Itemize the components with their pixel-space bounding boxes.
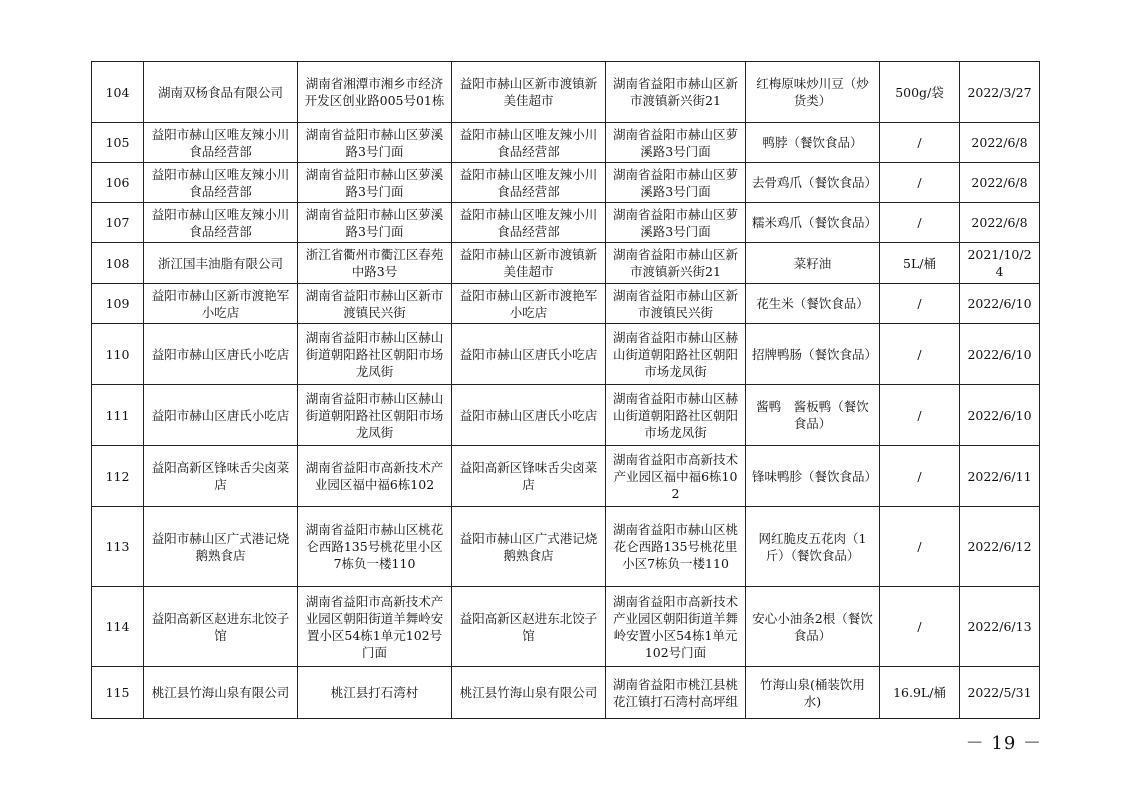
cell-sampled-unit: 桃江县竹海山泉有限公司 xyxy=(452,667,606,719)
cell-producer-name: 益阳市赫山区唯友辣小川食品经营部 xyxy=(144,163,298,203)
cell-producer-name: 益阳市赫山区唯友辣小川食品经营部 xyxy=(144,203,298,243)
cell-product-name: 去骨鸡爪（餐饮食品） xyxy=(746,163,880,203)
cell-sampled-unit: 益阳市赫山区广式港记烧鹅熟食店 xyxy=(452,507,606,587)
cell-producer-name: 益阳市赫山区唐氏小吃店 xyxy=(144,324,298,385)
cell-number: 114 xyxy=(92,587,144,667)
cell-spec: / xyxy=(880,284,960,324)
cell-producer-address: 湖南省益阳市赫山区桃花仑西路135号桃花里小区7栋负一楼110 xyxy=(298,507,452,587)
table-row xyxy=(92,203,1040,243)
cell-producer-name: 浙江国丰油脂有限公司 xyxy=(144,243,298,284)
cell-production-date: 2022/3/27 xyxy=(960,62,1040,123)
cell-producer-name: 湖南双杨食品有限公司 xyxy=(144,62,298,123)
cell-product-name: 酱鸭 酱板鸭（餐饮食品） xyxy=(746,385,880,446)
cell-production-date: 2022/6/8 xyxy=(960,123,1040,163)
table-row xyxy=(92,163,1040,203)
cell-number: 113 xyxy=(92,507,144,587)
cell-sampled-address: 湖南省益阳市赫山区赫山街道朝阳路社区朝阳市场龙凤街 xyxy=(606,324,746,385)
cell-sampled-address: 湖南省益阳市赫山区萝溪路3号门面 xyxy=(606,163,746,203)
cell-sampled-address: 湖南省益阳市赫山区新市渡镇新兴街21 xyxy=(606,62,746,123)
cell-number: 111 xyxy=(92,385,144,446)
cell-producer-address: 湖南省益阳市赫山区赫山街道朝阳路社区朝阳市场龙凤街 xyxy=(298,324,452,385)
cell-spec: / xyxy=(880,123,960,163)
cell-producer-address: 湖南省益阳市赫山区萝溪路3号门面 xyxy=(298,123,452,163)
cell-number: 109 xyxy=(92,284,144,324)
cell-sampled-address: 湖南省益阳市高新技术产业园区朝阳街道羊舞岭安置小区54栋1单元102号门面 xyxy=(606,587,746,667)
cell-product-name: 网红脆皮五花肉（1斤）（餐饮食品） xyxy=(746,507,880,587)
cell-sampled-address: 湖南省益阳市赫山区赫山街道朝阳路社区朝阳市场龙凤街 xyxy=(606,385,746,446)
table-row xyxy=(92,385,1040,446)
table-row xyxy=(92,62,1040,123)
cell-production-date: 2022/6/10 xyxy=(960,385,1040,446)
cell-producer-address: 桃江县打石湾村 xyxy=(298,667,452,719)
cell-sampled-unit: 益阳市赫山区唯友辣小川食品经营部 xyxy=(452,163,606,203)
cell-sampled-address: 湖南省益阳市赫山区新市渡镇民兴街 xyxy=(606,284,746,324)
cell-product-name: 菜籽油 xyxy=(746,243,880,284)
cell-producer-name: 益阳市赫山区广式港记烧鹅熟食店 xyxy=(144,507,298,587)
cell-number: 107 xyxy=(92,203,144,243)
cell-production-date: 2022/6/11 xyxy=(960,446,1040,507)
cell-product-name: 招牌鸭肠（餐饮食品） xyxy=(746,324,880,385)
cell-producer-name: 益阳市赫山区唯友辣小川食品经营部 xyxy=(144,123,298,163)
cell-producer-name: 益阳高新区锋味舌尖卤菜店 xyxy=(144,446,298,507)
cell-spec: / xyxy=(880,507,960,587)
cell-product-name: 鸭脖（餐饮食品） xyxy=(746,123,880,163)
cell-sampled-unit: 益阳市赫山区唯友辣小川食品经营部 xyxy=(452,123,606,163)
cell-product-name: 红梅原味炒川豆（炒货类） xyxy=(746,62,880,123)
cell-product-name: 竹海山泉(桶装饮用水) xyxy=(746,667,880,719)
cell-product-name: 糯米鸡爪（餐饮食品） xyxy=(746,203,880,243)
cell-sampled-unit: 益阳市赫山区新市渡镇新美佳超市 xyxy=(452,243,606,284)
cell-producer-address: 湖南省益阳市高新技术产业园区福中福6栋102 xyxy=(298,446,452,507)
cell-number: 110 xyxy=(92,324,144,385)
cell-spec: / xyxy=(880,203,960,243)
cell-sampled-address: 湖南省益阳市高新技术产业园区福中福6栋102 xyxy=(606,446,746,507)
cell-production-date: 2022/5/31 xyxy=(960,667,1040,719)
cell-sampled-address: 湖南省益阳市桃江县桃花江镇打石湾村高坪组 xyxy=(606,667,746,719)
table-row xyxy=(92,123,1040,163)
cell-spec: 16.9L/桶 xyxy=(880,667,960,719)
table-row xyxy=(92,284,1040,324)
cell-producer-name: 桃江县竹海山泉有限公司 xyxy=(144,667,298,719)
cell-producer-address: 湖南省湘潭市湘乡市经济开发区创业路005号01栋 xyxy=(298,62,452,123)
cell-spec: / xyxy=(880,446,960,507)
table-row xyxy=(92,243,1040,284)
cell-spec: / xyxy=(880,385,960,446)
cell-production-date: 2022/6/10 xyxy=(960,324,1040,385)
cell-number: 108 xyxy=(92,243,144,284)
cell-number: 105 xyxy=(92,123,144,163)
cell-production-date: 2021/10/24 xyxy=(960,243,1040,284)
cell-sampled-unit: 益阳市赫山区唯友辣小川食品经营部 xyxy=(452,203,606,243)
table-row xyxy=(92,446,1040,507)
cell-production-date: 2022/6/13 xyxy=(960,587,1040,667)
cell-producer-address: 浙江省衢州市衢江区春苑中路3号 xyxy=(298,243,452,284)
table-row xyxy=(92,667,1040,719)
cell-sampled-unit: 益阳市赫山区新市渡艳军小吃店 xyxy=(452,284,606,324)
cell-spec: / xyxy=(880,587,960,667)
cell-sampled-address: 湖南省益阳市赫山区桃花仑西路135号桃花里小区7栋负一楼110 xyxy=(606,507,746,587)
cell-producer-address: 湖南省益阳市高新技术产业园区朝阳街道羊舞岭安置小区54栋1单元102号门面 xyxy=(298,587,452,667)
cell-producer-address: 湖南省益阳市赫山区萝溪路3号门面 xyxy=(298,163,452,203)
cell-production-date: 2022/6/10 xyxy=(960,284,1040,324)
cell-producer-address: 湖南省益阳市赫山区萝溪路3号门面 xyxy=(298,203,452,243)
cell-production-date: 2022/6/8 xyxy=(960,203,1040,243)
sampling-table xyxy=(91,61,1040,719)
cell-sampled-address: 湖南省益阳市赫山区萝溪路3号门面 xyxy=(606,123,746,163)
cell-product-name: 锋味鸭胗（餐饮食品） xyxy=(746,446,880,507)
cell-spec: / xyxy=(880,163,960,203)
cell-number: 115 xyxy=(92,667,144,719)
cell-producer-address: 湖南省益阳市赫山区赫山街道朝阳路社区朝阳市场龙凤街 xyxy=(298,385,452,446)
cell-sampled-unit: 益阳高新区赵进东北饺子馆 xyxy=(452,587,606,667)
cell-producer-name: 益阳高新区赵进东北饺子馆 xyxy=(144,587,298,667)
cell-sampled-unit: 益阳市赫山区唐氏小吃店 xyxy=(452,324,606,385)
cell-product-name: 花生米（餐饮食品） xyxy=(746,284,880,324)
table-row xyxy=(92,507,1040,587)
cell-spec: / xyxy=(880,324,960,385)
cell-spec: 5L/桶 xyxy=(880,243,960,284)
cell-production-date: 2022/6/8 xyxy=(960,163,1040,203)
cell-production-date: 2022/6/12 xyxy=(960,507,1040,587)
cell-number: 112 xyxy=(92,446,144,507)
cell-producer-name: 益阳市赫山区新市渡艳军小吃店 xyxy=(144,284,298,324)
cell-sampled-unit: 益阳市赫山区唐氏小吃店 xyxy=(452,385,606,446)
cell-product-name: 安心小油条2根（餐饮食品） xyxy=(746,587,880,667)
cell-number: 104 xyxy=(92,62,144,123)
page-number: － 19 － xyxy=(965,733,1042,754)
cell-number: 106 xyxy=(92,163,144,203)
cell-sampled-address: 湖南省益阳市赫山区萝溪路3号门面 xyxy=(606,203,746,243)
cell-producer-name: 益阳市赫山区唐氏小吃店 xyxy=(144,385,298,446)
table-row xyxy=(92,587,1040,667)
cell-spec: 500g/袋 xyxy=(880,62,960,123)
cell-producer-address: 湖南省益阳市赫山区新市渡镇民兴街 xyxy=(298,284,452,324)
cell-sampled-unit: 益阳市赫山区新市渡镇新美佳超市 xyxy=(452,62,606,123)
cell-sampled-address: 湖南省益阳市赫山区新市渡镇新兴街21 xyxy=(606,243,746,284)
table-row xyxy=(92,324,1040,385)
cell-sampled-unit: 益阳高新区锋味舌尖卤菜店 xyxy=(452,446,606,507)
